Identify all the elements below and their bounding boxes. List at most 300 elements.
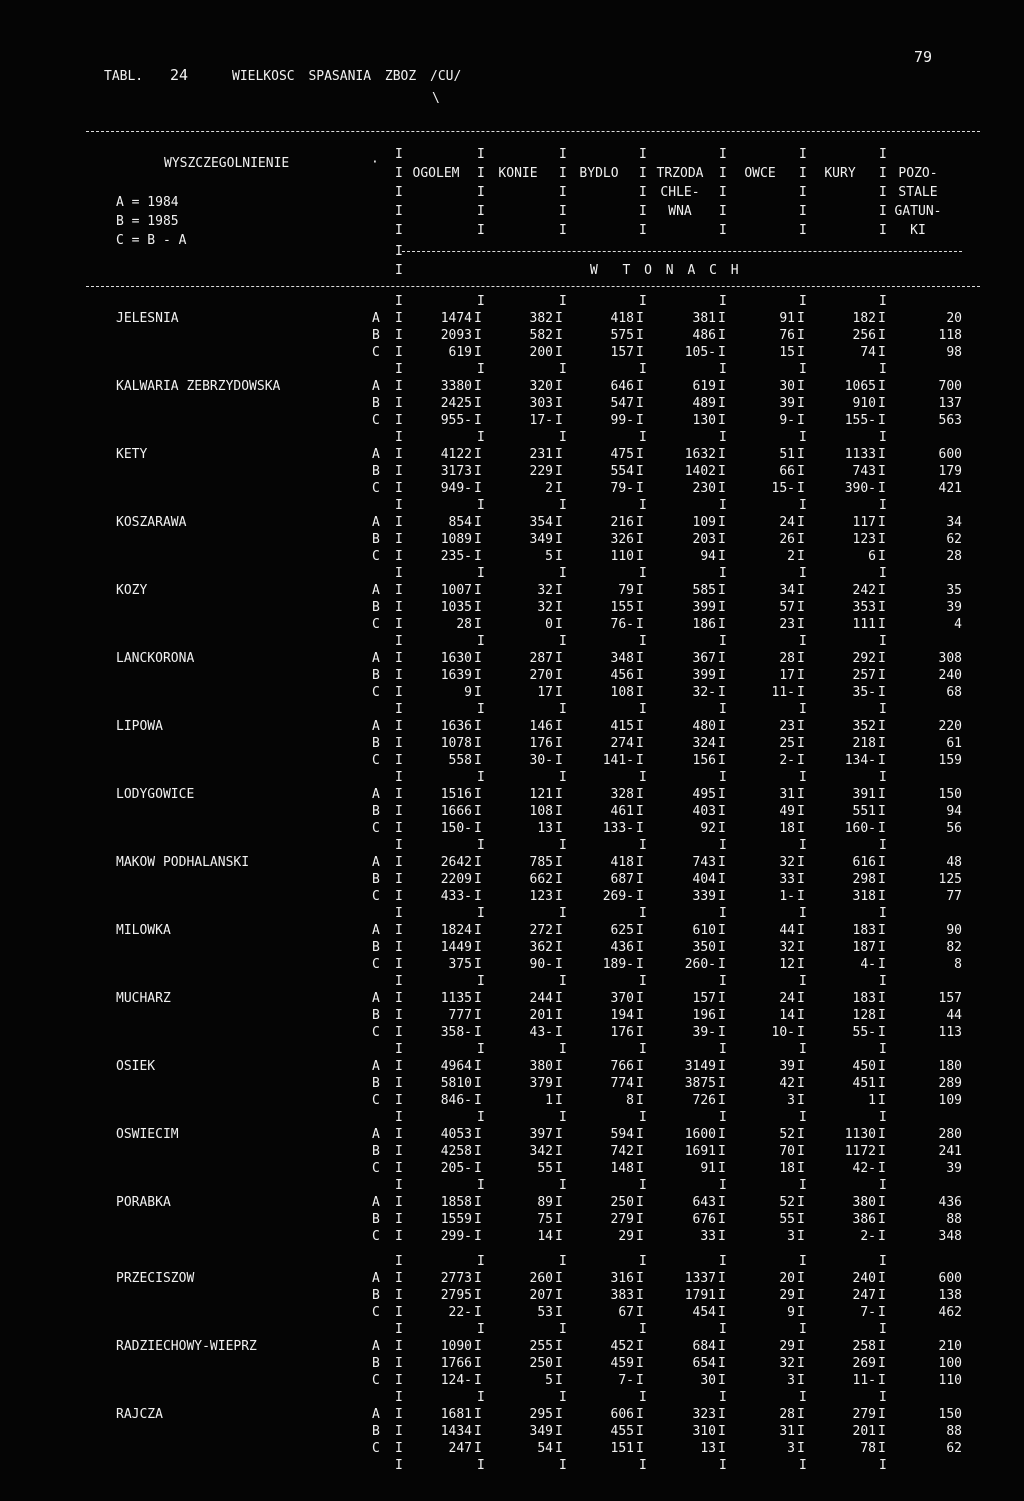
- table-cell: 287: [529, 651, 553, 666]
- table-cell: 742: [610, 1144, 634, 1159]
- table-cell: 349: [529, 532, 553, 547]
- row-code: B: [372, 1424, 380, 1439]
- table-cell: 176: [529, 736, 553, 751]
- column-divider: I: [799, 204, 807, 219]
- table-cell: 30-: [529, 753, 553, 768]
- table-cell: 88: [946, 1212, 962, 1227]
- cell-divider: I: [636, 855, 644, 870]
- column-header-line: CHLE-: [660, 185, 700, 200]
- column-divider: I: [799, 1042, 807, 1057]
- column-header-line: WNA: [668, 204, 692, 219]
- table-cell: 250: [529, 1356, 553, 1371]
- table-cell: 29: [779, 1288, 795, 1303]
- table-cell: 1065: [844, 379, 876, 394]
- cell-divider: I: [797, 872, 805, 887]
- table-cell: 94: [700, 549, 716, 564]
- table-cell: 475: [610, 447, 634, 462]
- row-code: C: [372, 889, 380, 904]
- cell-divider: I: [636, 1008, 644, 1023]
- table-cell: 654: [692, 1356, 716, 1371]
- table-cell: 554: [610, 464, 634, 479]
- table-cell: 255: [529, 1339, 553, 1354]
- column-divider: I: [639, 634, 647, 649]
- table-cell: 54: [537, 1441, 553, 1456]
- column-divider: I: [477, 294, 485, 309]
- table-cell: 1078: [440, 736, 472, 751]
- column-divider: I: [639, 498, 647, 513]
- cell-divider: I: [555, 668, 563, 683]
- cell-divider: I: [555, 1127, 563, 1142]
- column-divider: I: [395, 185, 403, 200]
- table-cell: 138: [938, 1288, 962, 1303]
- cell-divider: I: [555, 1161, 563, 1176]
- cell-divider: I: [878, 719, 886, 734]
- region-name: PORABKA: [116, 1195, 171, 1210]
- cell-divider: I: [718, 1441, 726, 1456]
- column-divider: I: [395, 753, 403, 768]
- table-cell: 310: [692, 1424, 716, 1439]
- column-divider: I: [879, 185, 887, 200]
- table-cell: 35-: [852, 685, 876, 700]
- table-cell: 231: [529, 447, 553, 462]
- table-cell: 269-: [602, 889, 634, 904]
- column-divider: I: [879, 1254, 887, 1269]
- cell-divider: I: [878, 583, 886, 598]
- table-cell: 5810: [440, 1076, 472, 1091]
- table-cell: 1600: [684, 1127, 716, 1142]
- table-cell: 110: [938, 1373, 962, 1388]
- table-cell: 26: [779, 532, 795, 547]
- table-cell: 15: [779, 345, 795, 360]
- table-cell: 43-: [529, 1025, 553, 1040]
- row-code: C: [372, 753, 380, 768]
- cell-divider: I: [797, 600, 805, 615]
- cell-divider: I: [555, 1025, 563, 1040]
- table-cell: 260-: [684, 957, 716, 972]
- column-divider: I: [395, 481, 403, 496]
- table-cell: 88: [946, 1424, 962, 1439]
- table-cell: 13: [700, 1441, 716, 1456]
- row-code: A: [372, 379, 380, 394]
- cell-divider: I: [797, 889, 805, 904]
- cell-divider: I: [474, 1356, 482, 1371]
- cell-divider: I: [718, 1195, 726, 1210]
- column-divider: I: [395, 974, 403, 989]
- cell-divider: I: [636, 583, 644, 598]
- region-name: KOSZARAWA: [116, 515, 187, 530]
- table-cell: 94: [946, 804, 962, 819]
- cell-divider: I: [636, 1339, 644, 1354]
- cell-divider: I: [718, 787, 726, 802]
- column-divider: I: [395, 345, 403, 360]
- table-cell: 700: [938, 379, 962, 394]
- column-header-line: KURY: [824, 166, 856, 181]
- column-divider: I: [799, 1178, 807, 1193]
- cell-divider: I: [718, 1271, 726, 1286]
- row-code: A: [372, 1407, 380, 1422]
- cell-divider: I: [797, 413, 805, 428]
- table-cell: 785: [529, 855, 553, 870]
- table-cell: 98: [946, 345, 962, 360]
- column-divider: I: [559, 362, 567, 377]
- cell-divider: I: [636, 872, 644, 887]
- table-cell: 610: [692, 923, 716, 938]
- column-divider: I: [477, 1322, 485, 1337]
- table-cell: 90: [946, 923, 962, 938]
- column-divider: I: [477, 223, 485, 238]
- table-cell: 42: [779, 1076, 795, 1091]
- cell-divider: I: [555, 600, 563, 615]
- column-divider: I: [639, 147, 647, 162]
- table-cell: 9: [464, 685, 472, 700]
- column-header-line: GATUN-: [894, 204, 942, 219]
- table-cell: 1636: [440, 719, 472, 734]
- table-cell: 362: [529, 940, 553, 955]
- table-cell: 32: [779, 855, 795, 870]
- column-divider: I: [639, 1458, 647, 1473]
- column-divider: I: [719, 294, 727, 309]
- table-number: 24: [170, 66, 189, 84]
- cell-divider: I: [718, 651, 726, 666]
- row-code: C: [372, 1373, 380, 1388]
- table-cell: 39: [779, 1059, 795, 1074]
- top-rule: [86, 131, 980, 132]
- cell-divider: I: [797, 328, 805, 343]
- column-header-line: KONIE: [498, 166, 538, 181]
- column-divider: I: [719, 430, 727, 445]
- cell-divider: I: [474, 1373, 482, 1388]
- table-cell: 105-: [684, 345, 716, 360]
- table-cell: 91: [700, 1161, 716, 1176]
- table-cell: 3149: [684, 1059, 716, 1074]
- table-cell: 128: [852, 1008, 876, 1023]
- row-code: A: [372, 787, 380, 802]
- column-divider: I: [639, 770, 647, 785]
- row-code: C: [372, 957, 380, 972]
- column-divider: I: [395, 1178, 403, 1193]
- table-cell: 575: [610, 328, 634, 343]
- column-header-line: BYDLO: [579, 166, 619, 181]
- cell-divider: I: [878, 1093, 886, 1108]
- table-cell: 109: [692, 515, 716, 530]
- table-cell: 450: [852, 1059, 876, 1074]
- cell-divider: I: [797, 1229, 805, 1244]
- table-cell: 70: [779, 1144, 795, 1159]
- table-cell: 183: [852, 991, 876, 1006]
- cell-divider: I: [878, 1008, 886, 1023]
- column-divider: I: [395, 600, 403, 615]
- table-cell: 2: [787, 549, 795, 564]
- row-code: B: [372, 872, 380, 887]
- cell-divider: I: [718, 1424, 726, 1439]
- table-cell: 189-: [602, 957, 634, 972]
- table-cell: 2795: [440, 1288, 472, 1303]
- column-divider: I: [799, 1390, 807, 1405]
- cell-divider: I: [718, 1229, 726, 1244]
- table-cell: 1035: [440, 600, 472, 615]
- cell-divider: I: [474, 668, 482, 683]
- region-name: MILOWKA: [116, 923, 171, 938]
- cell-divider: I: [718, 532, 726, 547]
- column-divider: I: [395, 147, 403, 162]
- cell-divider: I: [718, 1305, 726, 1320]
- table-cell: 1824: [440, 923, 472, 938]
- cell-divider: I: [555, 1356, 563, 1371]
- table-cell: 76: [779, 328, 795, 343]
- cell-divider: I: [474, 685, 482, 700]
- column-divider: I: [719, 1042, 727, 1057]
- table-cell: 1-: [779, 889, 795, 904]
- table-cell: 23: [779, 617, 795, 632]
- table-cell: 76-: [610, 617, 634, 632]
- cell-divider: I: [474, 855, 482, 870]
- table-cell: 418: [610, 311, 634, 326]
- cell-divider: I: [636, 753, 644, 768]
- cell-divider: I: [797, 1305, 805, 1320]
- table-cell: 1133: [844, 447, 876, 462]
- column-divider: I: [477, 906, 485, 921]
- table-cell: 1691: [684, 1144, 716, 1159]
- table-cell: 216: [610, 515, 634, 530]
- table-cell: 257: [852, 668, 876, 683]
- table-cell: 17: [537, 685, 553, 700]
- table-cell: 272: [529, 923, 553, 938]
- region-name: KETY: [116, 447, 148, 462]
- cell-divider: I: [636, 379, 644, 394]
- column-divider: I: [559, 498, 567, 513]
- column-divider: I: [477, 702, 485, 717]
- column-divider: I: [395, 430, 403, 445]
- table-cell: 558: [448, 753, 472, 768]
- column-divider: I: [879, 362, 887, 377]
- column-divider: I: [799, 1254, 807, 1269]
- row-code: C: [372, 549, 380, 564]
- column-divider: I: [477, 1178, 485, 1193]
- table-cell: 157: [938, 991, 962, 1006]
- column-divider: I: [719, 838, 727, 853]
- cell-divider: I: [474, 328, 482, 343]
- table-cell: 111: [852, 617, 876, 632]
- column-divider: I: [639, 838, 647, 853]
- column-divider: I: [395, 244, 403, 259]
- cell-divider: I: [718, 345, 726, 360]
- table-cell: 49: [779, 804, 795, 819]
- column-divider: I: [395, 634, 403, 649]
- column-divider: I: [395, 668, 403, 683]
- table-cell: 279: [852, 1407, 876, 1422]
- table-cell: 386: [852, 1212, 876, 1227]
- table-cell: 52: [779, 1195, 795, 1210]
- cell-divider: I: [555, 1424, 563, 1439]
- cell-divider: I: [474, 889, 482, 904]
- cell-divider: I: [474, 617, 482, 632]
- cell-divider: I: [797, 379, 805, 394]
- table-cell: 100: [938, 1356, 962, 1371]
- table-cell: 24: [779, 515, 795, 530]
- cell-divider: I: [555, 379, 563, 394]
- table-cell: 6: [868, 549, 876, 564]
- column-divider: I: [477, 430, 485, 445]
- table-cell: 292: [852, 651, 876, 666]
- column-divider: I: [559, 1458, 567, 1473]
- table-cell: 452: [610, 1339, 634, 1354]
- table-cell: 74: [860, 345, 876, 360]
- column-divider: I: [395, 804, 403, 819]
- cell-divider: I: [718, 1076, 726, 1091]
- table-cell: 415: [610, 719, 634, 734]
- cell-divider: I: [718, 1373, 726, 1388]
- column-divider: I: [395, 1025, 403, 1040]
- column-divider: I: [395, 204, 403, 219]
- table-cell: 606: [610, 1407, 634, 1422]
- row-code: A: [372, 1339, 380, 1354]
- column-divider: I: [395, 770, 403, 785]
- row-code: B: [372, 328, 380, 343]
- column-divider: I: [395, 396, 403, 411]
- cell-divider: I: [474, 1441, 482, 1456]
- cell-divider: I: [718, 1288, 726, 1303]
- cell-divider: I: [718, 464, 726, 479]
- table-cell: 399: [692, 668, 716, 683]
- row-code: B: [372, 1356, 380, 1371]
- column-divider: I: [719, 1110, 727, 1125]
- table-cell: 270: [529, 668, 553, 683]
- cell-divider: I: [474, 549, 482, 564]
- cell-divider: I: [555, 549, 563, 564]
- row-code: C: [372, 1229, 380, 1244]
- table-cell: 39: [946, 1161, 962, 1176]
- table-cell: 3: [787, 1441, 795, 1456]
- cell-divider: I: [555, 957, 563, 972]
- legend-item: C = B - A: [116, 233, 187, 248]
- column-divider: I: [559, 294, 567, 309]
- row-code: A: [372, 651, 380, 666]
- table-cell: 151: [610, 1441, 634, 1456]
- cell-divider: I: [718, 923, 726, 938]
- table-cell: 390-: [844, 481, 876, 496]
- table-cell: 55: [537, 1161, 553, 1176]
- table-cell: 241: [938, 1144, 962, 1159]
- cell-divider: I: [878, 1025, 886, 1040]
- table-cell: 31: [779, 787, 795, 802]
- cell-divider: I: [718, 804, 726, 819]
- table-cell: 1681: [440, 1407, 472, 1422]
- table-cell: 4122: [440, 447, 472, 462]
- table-cell: 180: [938, 1059, 962, 1074]
- header-bottom-rule: [86, 286, 980, 287]
- table-cell: 207: [529, 1288, 553, 1303]
- table-cell: 308: [938, 651, 962, 666]
- table-cell: 379: [529, 1076, 553, 1091]
- table-cell: 7-: [860, 1305, 876, 1320]
- cell-divider: I: [555, 1076, 563, 1091]
- table-cell: 220: [938, 719, 962, 734]
- cell-divider: I: [474, 1008, 482, 1023]
- table-cell: 33: [700, 1229, 716, 1244]
- table-cell: 90-: [529, 957, 553, 972]
- cell-divider: I: [878, 855, 886, 870]
- table-cell: 403: [692, 804, 716, 819]
- cell-divider: I: [797, 855, 805, 870]
- cell-divider: I: [878, 1373, 886, 1388]
- cell-divider: I: [718, 583, 726, 598]
- table-cell: 1337: [684, 1271, 716, 1286]
- row-code: A: [372, 311, 380, 326]
- table-cell: 1130: [844, 1127, 876, 1142]
- cell-divider: I: [718, 1093, 726, 1108]
- cell-divider: I: [797, 1025, 805, 1040]
- column-divider: I: [719, 974, 727, 989]
- cell-divider: I: [797, 753, 805, 768]
- table-cell: 15-: [771, 481, 795, 496]
- column-divider: I: [395, 1110, 403, 1125]
- table-cell: 2093: [440, 328, 472, 343]
- cell-divider: I: [636, 804, 644, 819]
- cell-divider: I: [636, 1076, 644, 1091]
- cell-divider: I: [555, 617, 563, 632]
- cell-divider: I: [636, 515, 644, 530]
- cell-divider: I: [878, 651, 886, 666]
- cell-divider: I: [718, 940, 726, 955]
- table-cell: 39: [946, 600, 962, 615]
- table-cell: 9: [787, 1305, 795, 1320]
- cell-divider: I: [797, 617, 805, 632]
- table-cell: 109: [938, 1093, 962, 1108]
- row-code: B: [372, 1144, 380, 1159]
- table-cell: 456: [610, 668, 634, 683]
- cell-divider: I: [555, 1229, 563, 1244]
- table-cell: 235-: [440, 549, 472, 564]
- table-cell: 619: [448, 345, 472, 360]
- cell-divider: I: [797, 940, 805, 955]
- table-cell: 156: [692, 753, 716, 768]
- table-cell: 350: [692, 940, 716, 955]
- cell-divider: I: [555, 345, 563, 360]
- column-divider: I: [719, 498, 727, 513]
- table-cell: 2425: [440, 396, 472, 411]
- cell-divider: I: [636, 1229, 644, 1244]
- column-divider: I: [395, 1390, 403, 1405]
- table-cell: 582: [529, 328, 553, 343]
- column-divider: I: [719, 223, 727, 238]
- row-code: C: [372, 1441, 380, 1456]
- table-cell: 250: [610, 1195, 634, 1210]
- column-divider: I: [879, 430, 887, 445]
- cell-divider: I: [636, 685, 644, 700]
- column-divider: I: [639, 1110, 647, 1125]
- column-divider: I: [559, 906, 567, 921]
- cell-divider: I: [878, 923, 886, 938]
- column-divider: I: [477, 1254, 485, 1269]
- column-divider: I: [477, 204, 485, 219]
- cell-divider: I: [555, 753, 563, 768]
- column-divider: I: [477, 1042, 485, 1057]
- cell-divider: I: [878, 549, 886, 564]
- column-divider: I: [395, 1093, 403, 1108]
- column-divider: I: [395, 957, 403, 972]
- cell-divider: I: [797, 1212, 805, 1227]
- column-divider: I: [879, 204, 887, 219]
- cell-divider: I: [474, 1271, 482, 1286]
- table-cell: 1434: [440, 1424, 472, 1439]
- cell-divider: I: [474, 940, 482, 955]
- table-cell: 32: [537, 583, 553, 598]
- table-cell: 4258: [440, 1144, 472, 1159]
- table-cell: 34: [946, 515, 962, 530]
- column-header-line: POZO-: [898, 166, 938, 181]
- column-divider: I: [395, 1288, 403, 1303]
- cell-divider: I: [555, 583, 563, 598]
